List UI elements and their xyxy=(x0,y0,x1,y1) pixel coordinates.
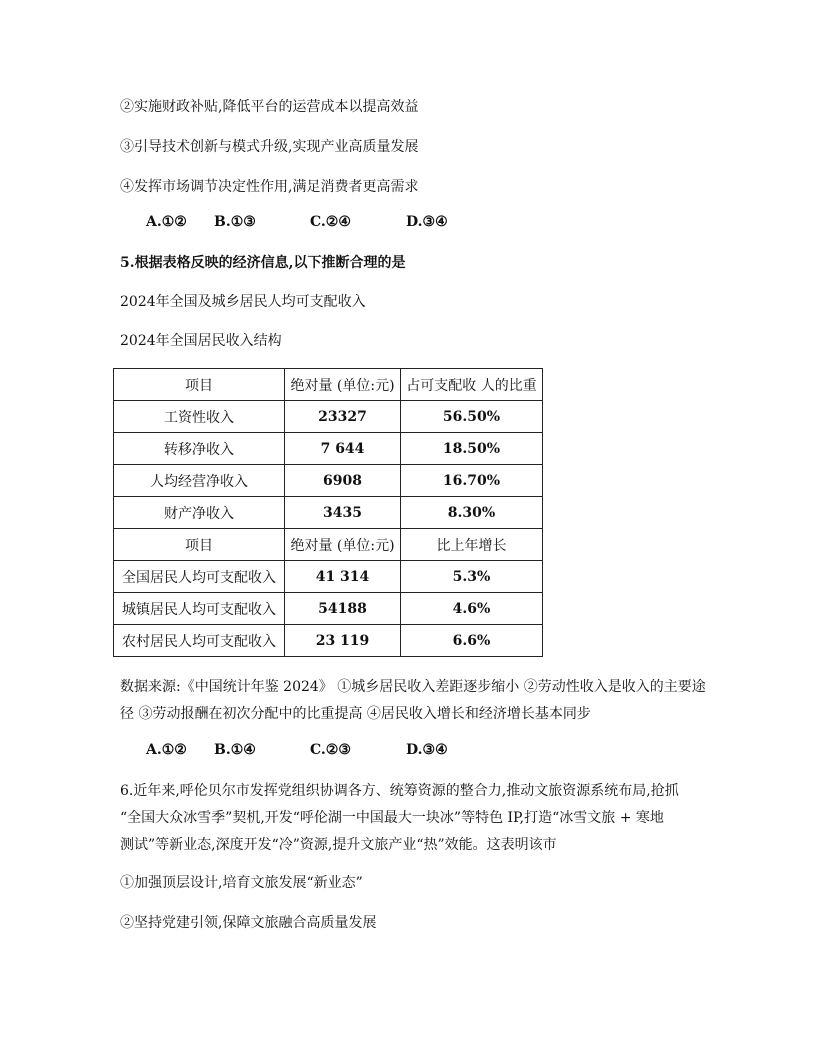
table-cell: 农村居民人均可支配收入 xyxy=(114,625,285,657)
table-cell: 工资性收入 xyxy=(114,401,285,433)
table-row xyxy=(114,497,543,529)
data-source-line-2: 径 ③劳动报酬在初次分配中的比重提高 ④居民收入增长和经济增长基本同步 xyxy=(120,706,591,722)
table-cell: 3435 xyxy=(285,497,401,529)
table-header-cell: 绝对量 (单位:元) xyxy=(285,529,401,561)
table-cell: 18.50% xyxy=(401,433,543,465)
table-header-cell: 项目 xyxy=(114,529,285,561)
q4-options xyxy=(146,214,448,230)
table-row xyxy=(114,561,543,593)
table-row xyxy=(114,625,543,657)
table-cell: 人均经营净收入 xyxy=(114,465,285,497)
q6-stem-line-2: “全国大众冰雪季”契机,开发“呼伦湖一中国最大一块冰”等特色 IP,打造“冰雪文旅 + 寒地 xyxy=(120,810,664,826)
table-header-cell: 项目 xyxy=(114,369,285,401)
table-cell: 全国居民人均可支配收入 xyxy=(114,561,285,593)
q6-stem-line-3: 测试”等新业态,深度开发“冷”资源,提升文旅产业“热”效能。这表明该市 xyxy=(120,837,557,853)
table-header-cell: 占可支配收 人的比重 xyxy=(401,369,543,401)
statement-3: ③引导技术创新与模式升级,实现产业高质量发展 xyxy=(120,139,419,155)
table-cell: 56.50% xyxy=(401,401,543,433)
table-cell: 5.3% xyxy=(401,561,543,593)
q4-option-a[interactable]: A.①② xyxy=(146,214,187,230)
table-header-cell: 绝对量 (单位:元) xyxy=(285,369,401,401)
q5-option-b[interactable]: B.①④ xyxy=(214,742,256,758)
table-header-row xyxy=(114,369,543,401)
q5-option-c[interactable]: C.②③ xyxy=(310,742,351,758)
table-header-cell: 比上年增长 xyxy=(401,529,543,561)
statement-2: ②实施财政补贴,降低平台的运营成本以提高效益 xyxy=(120,99,419,115)
q5-stem: 5.根据表格反映的经济信息,以下推断合理的是 xyxy=(120,255,406,271)
table-cell: 16.70% xyxy=(401,465,543,497)
table-cell: 54188 xyxy=(285,593,401,625)
q6-stem-line-1: 6.近年来,呼伦贝尔市发挥党组织协调各方、统筹资源的整合力,推动文旅资源系统布局,抢抓 xyxy=(120,783,679,799)
table-row xyxy=(114,433,543,465)
table-cell: 6908 xyxy=(285,465,401,497)
income-table xyxy=(113,368,543,657)
q5-option-d[interactable]: D.③④ xyxy=(406,742,448,758)
q4-option-c[interactable]: C.②④ xyxy=(310,214,351,230)
table-cell: 7 644 xyxy=(285,433,401,465)
table-cell: 城镇居民人均可支配收入 xyxy=(114,593,285,625)
table-cell: 23 119 xyxy=(285,625,401,657)
table-row xyxy=(114,465,543,497)
q6-item-2: ②坚持党建引领,保障文旅融合高质量发展 xyxy=(120,915,377,931)
table-caption-1: 2024年全国及城乡居民人均可支配收入 xyxy=(120,294,366,310)
data-source-line-1: 数据来源:《中国统计年鉴 2024》 ①城乡居民收入差距逐步缩小 ②劳动性收入是收入的主要途 xyxy=(120,679,706,695)
table-cell: 23327 xyxy=(285,401,401,433)
table-cell: 41 314 xyxy=(285,561,401,593)
table-row xyxy=(114,401,543,433)
statement-4: ④发挥市场调节决定性作用,满足消费者更高需求 xyxy=(120,179,419,195)
table-cell: 转移净收入 xyxy=(114,433,285,465)
table-cell: 财产净收入 xyxy=(114,497,285,529)
table-cell: 4.6% xyxy=(401,593,543,625)
table-caption-2: 2024年全国居民收入结构 xyxy=(120,333,282,349)
table-row xyxy=(114,593,543,625)
q5-option-a[interactable]: A.①② xyxy=(146,742,187,758)
table-header-row xyxy=(114,529,543,561)
q6-item-1: ①加强顶层设计,培育文旅发展“新业态” xyxy=(120,875,363,891)
table-cell: 6.6% xyxy=(401,625,543,657)
q5-options xyxy=(146,742,448,758)
q4-option-b[interactable]: B.①③ xyxy=(214,214,256,230)
q4-option-d[interactable]: D.③④ xyxy=(406,214,448,230)
table-cell: 8.30% xyxy=(401,497,543,529)
